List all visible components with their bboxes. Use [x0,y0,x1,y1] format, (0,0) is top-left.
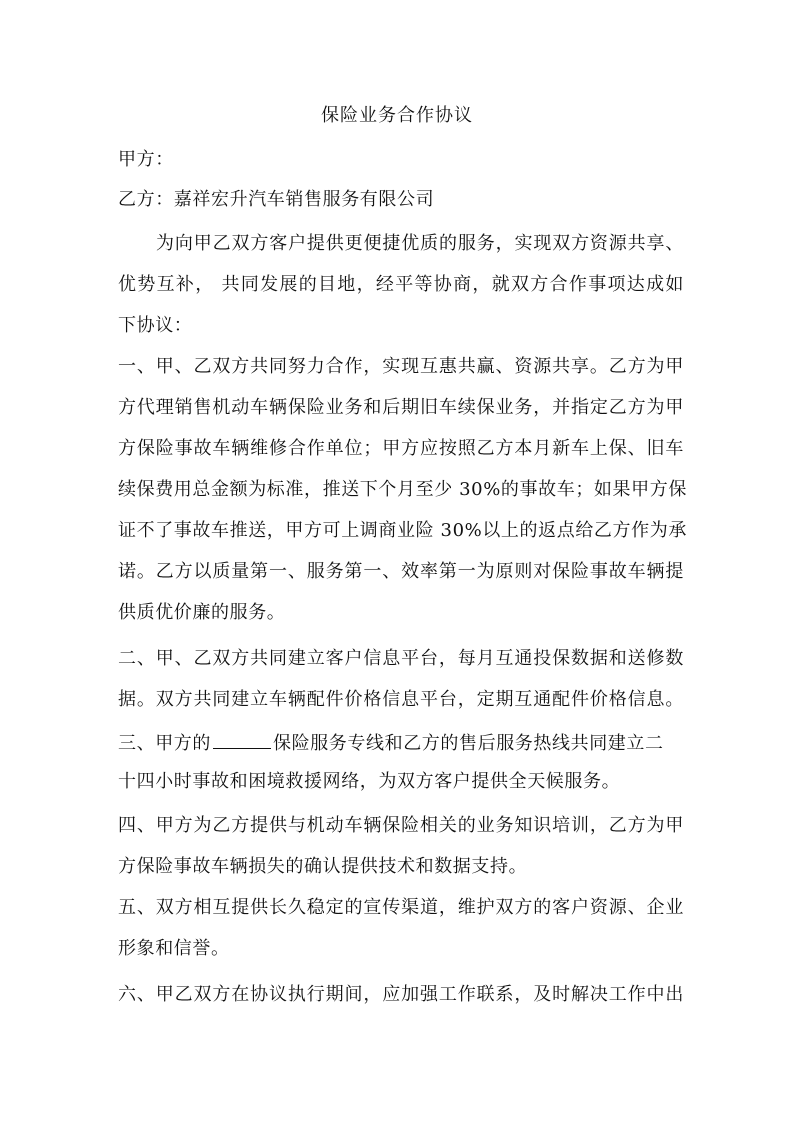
clause-3-line [118,728,684,757]
clause-4-line: 四、甲方为乙方提供与机动车辆保险相关的业务知识培训，乙方为甲 [118,815,684,836]
clause-1-line: 续保费用总金额为标准，推送下个月至少 30%的事故车；如果甲方保 [118,479,687,500]
fill-in-blank [213,728,271,749]
party-b-label: 乙方：嘉祥宏升汽车销售服务有限公司 [118,189,435,210]
clause-2-line: 二、甲、乙双方共同建立客户信息平台，每月互通投保数据和送修数 [118,648,684,669]
document-title: 保险业务合作协议 [321,105,473,126]
clause-6-line: 六、甲乙双方在协议执行期间，应加强工作联系，及时解决工作中出 [118,984,684,1005]
clause-5-line: 五、双方相互提供长久稳定的宣传渠道，维护双方的客户资源、企业 [118,897,684,918]
clause-1-line: 方保险事故车辆维修合作单位；甲方应按照乙方本月新车上保、旧车 [118,438,684,459]
clause-1-line: 诺。乙方以质量第一、服务第一、效率第一为原则对保险事故车辆提 [118,561,684,582]
clause-1-line: 一、甲、乙双方共同努力合作，实现互惠共赢、资源共享。乙方为甲 [118,356,684,377]
party-a-label: 甲方： [118,149,174,170]
clause-1-line: 供质优价廉的服务。 [118,602,286,623]
clause-5-line: 形象和信誉。 [118,938,230,959]
clause-2-line: 据。双方共同建立车辆配件价格信息平台，定期互通配件价格信息。 [118,689,684,710]
intro-line: 为向甲乙双方客户提供更便捷优质的服务，实现双方资源共享、 [156,233,684,254]
clause-3-suffix: 保险服务专线和乙方的售后服务热线共同建立二 [273,733,664,754]
clause-4-line: 方保险事故车辆损失的确认提供技术和数据支持。 [118,856,528,877]
clause-1-line: 证不了事故车推送，甲方可上调商业险 30%以上的返点给乙方作为承 [118,520,687,541]
clause-3-prefix: 三、甲方的 [118,733,211,754]
clause-3-line: 十四小时事故和困境救援网络，为双方客户提供全天候服务。 [118,771,621,792]
clause-1-line: 方代理销售机动车辆保险业务和后期旧车续保业务，并指定乙方为甲 [118,397,684,418]
intro-line: 优势互补， 共同发展的目地，经平等协商，就双方合作事项达成如 [118,274,684,295]
intro-line: 下协议： [118,315,193,336]
